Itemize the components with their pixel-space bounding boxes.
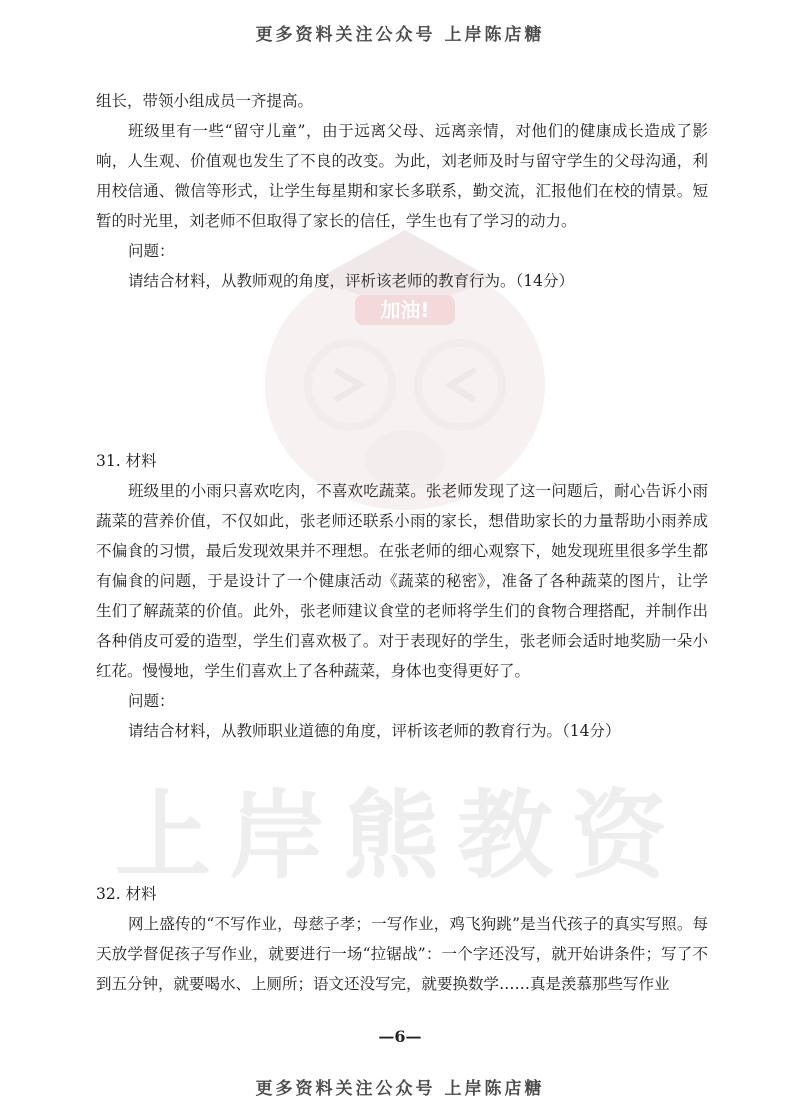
footer-banner: 更多资料关注公众号 上岸陈店糖 [255,1079,545,1099]
mascot-badge-text: 加油! [380,298,430,322]
q31-material-paragraph: 班级里的小雨只喜欢吃肉，不喜欢吃蔬菜。张老师发现了这一问题后，耐心告诉小雨蔬菜的营养价值，不仅如此，张老师还联系小雨的家长，想借助家长的力量帮助小雨养成不偏食的习惯，最后发现效果并不理想。在张老师的细心观察下，她发现班里很多学生都有偏食的问题，于是设计了一个健康活动《蔬菜的秘密》，准备了各种蔬菜的图片，让学生们了解蔬菜的价值。此外，张老师建议食堂的老师将学生们的食物合理搭配，并制作出各种俏皮可爱的造型，学生们喜欢极了。对于表现好的学生，张老师会适时地奖励一朵小红花。慢慢地，学生们喜欢上了各种蔬菜，身体也变得更好了。 [96,482,708,680]
brand-watermark: 上岸熊教资 [115,780,685,892]
header-banner: 更多资料关注公众号 上岸陈店糖 [255,25,545,45]
q32-title: 32. 材料 [96,885,157,903]
q30-continuation: 组长，带领小组成员一齐提高。 [96,92,314,110]
q30-material-paragraph: 班级里有一些“留守儿童”，由于远离父母、远离亲情，对他们的健康成长造成了影响，人生观、价值观也发生了不良的改变。为此，刘老师及时与留守学生的父母沟通，利用校信通、微信等形式，让学生每星期和家长多联系，勤交流，汇报他们在校的情景。短暂的时光里，刘老师不但取得了家长的信任，学生也有了学习的动力。 [96,122,708,230]
page-content [96,86,708,999]
page-number: —6— [378,1027,422,1046]
q31-question: 请结合材料，从教师职业道德的角度，评析该老师的教育行为。（14分） [128,722,621,740]
q31-title: 31. 材料 [96,452,157,470]
q30-question-label: 问题： [128,242,175,260]
q32-material-paragraph: 网上盛传的“不写作业，母慈子孝；一写作业，鸡飞狗跳”是当代孩子的真实写照。每天放学督促孩子写作业，就要进行一场“拉锯战”：一个字还没写，就开始讲条件；写了不到五分钟，就要喝水、上厕所；语文还没写完，就要换数学……真是羡慕那些写作业 [96,915,708,993]
q31-question-label: 问题： [128,692,175,710]
q30-question: 请结合材料，从教师观的角度，评析该老师的教育行为。（14分） [128,272,574,290]
